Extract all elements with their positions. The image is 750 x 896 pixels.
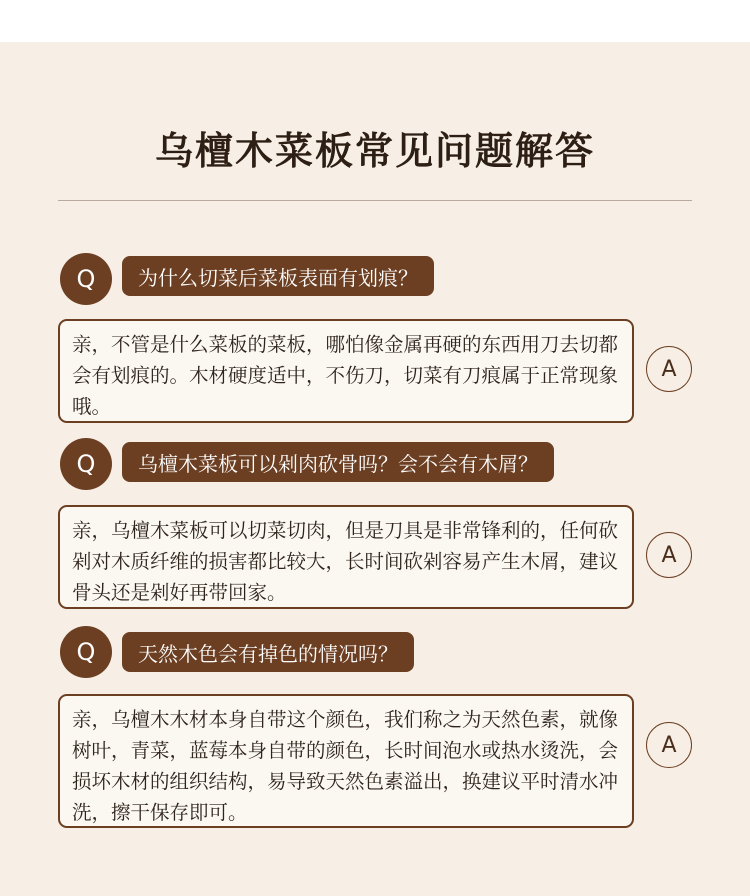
question-label: 天然木色会有掉色的情况吗？ — [122, 632, 414, 672]
question-label: 为什么切菜后菜板表面有划痕？ — [122, 256, 434, 296]
page-title: 乌檀木菜板常见问题解答 — [154, 129, 595, 173]
answer-icon: A — [646, 722, 692, 768]
answer-box: 亲，乌檀木菜板可以切菜切肉，但是刀具是非常锋利的，任何砍剁对木质纤维的损害都比较大，长时间砍剁容易产生木屑，建议骨头还是剁好再带回家。 — [58, 505, 634, 609]
title-divider — [58, 200, 692, 201]
answer-icon: A — [646, 532, 692, 578]
question-icon: Q — [60, 438, 112, 490]
question-icon: Q — [60, 253, 112, 305]
question-label: 乌檀木菜板可以剁肉砍骨吗？会不会有木屑？ — [122, 442, 554, 482]
faq-page — [0, 42, 750, 896]
answer-box: 亲，乌檀木木材本身自带这个颜色，我们称之为天然色素，就像树叶，青菜，蓝莓本身自带的颜色，长时间泡水或热水烫洗，会损坏木材的组织结构，易导致天然色素溢出，换建议平时清水冲洗，擦干保存即可。 — [58, 694, 634, 828]
answer-icon: A — [646, 346, 692, 392]
question-icon: Q — [60, 626, 112, 678]
answer-box: 亲，不管是什么菜板的菜板，哪怕像金属再硬的东西用刀去切都会有划痕的。木材硬度适中，不伤刀，切菜有刀痕属于正常现象哦。 — [58, 319, 634, 423]
